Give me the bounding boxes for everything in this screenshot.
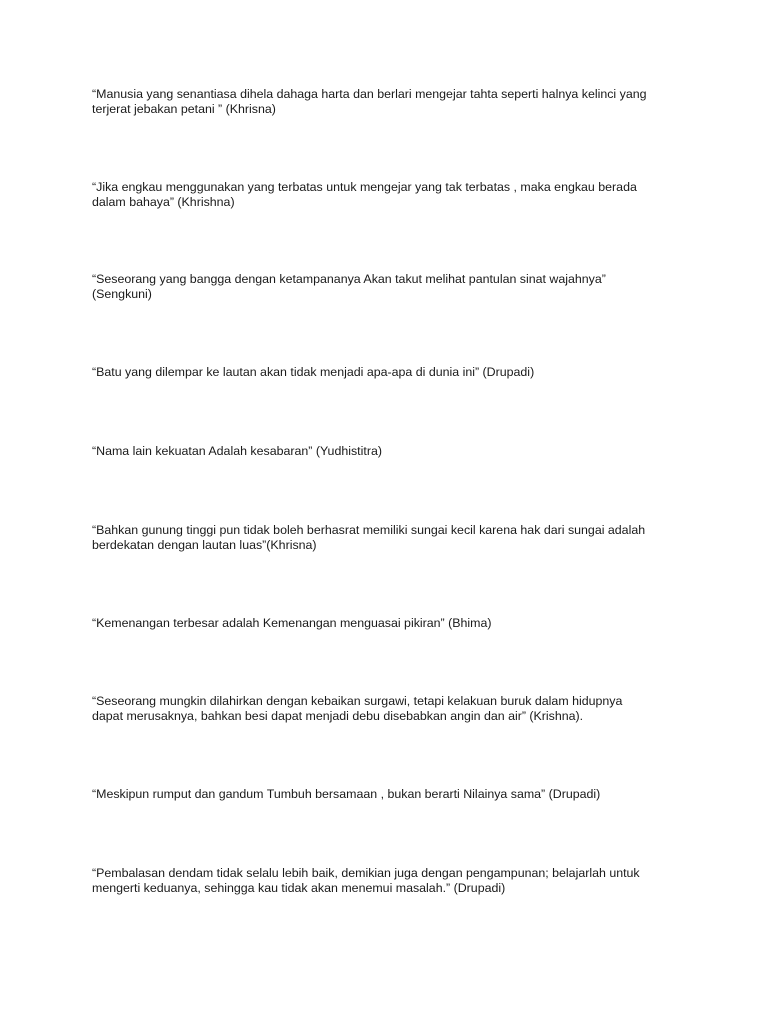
quote-line: berdekatan dengan lautan luas”(Khrisna) bbox=[92, 538, 317, 552]
quote-drupadi-dendam bbox=[92, 866, 682, 896]
quote-line: “Pembalasan dendam tidak selalu lebih baik, demikian juga dengan pengampunan; belajarlah untuk bbox=[92, 866, 640, 880]
quote-khrishna-terbatas bbox=[92, 180, 682, 210]
quote-line: terjerat jebakan petani ” (Khrisna) bbox=[92, 102, 276, 116]
quote-krishna-surgawi bbox=[92, 694, 682, 724]
quote-bhima bbox=[92, 616, 682, 631]
quote-line: “Seseorang mungkin dilahirkan dengan kebaikan surgawi, tetapi kelakuan buruk dalam hidupnya bbox=[92, 694, 623, 708]
quote-line: “Kemenangan terbesar adalah Kemenangan menguasai pikiran” (Bhima) bbox=[92, 616, 492, 630]
quote-line: “Seseorang yang bangga dengan ketampananya Akan takut melihat pantulan sinat wajahnya” bbox=[92, 272, 606, 286]
quote-line: “Bahkan gunung tinggi pun tidak boleh berhasrat memiliki sungai kecil karena hak dari sungai adalah bbox=[92, 523, 646, 537]
quote-drupadi-batu bbox=[92, 365, 682, 380]
quote-sengkuni bbox=[92, 272, 682, 302]
quote-line: “Nama lain kekuatan Adalah kesabaran” (Yudhistitra) bbox=[92, 444, 382, 458]
quote-line: “Jika engkau menggunakan yang terbatas untuk mengejar yang tak terbatas , maka engkau berada bbox=[92, 180, 637, 194]
quote-line: dapat merusaknya, bahkan besi dapat menjadi debu disebabkan angin dan air” (Krishna). bbox=[92, 709, 584, 723]
quote-line: dalam bahaya” (Khrishna) bbox=[92, 195, 235, 209]
quote-drupadi-rumput bbox=[92, 787, 682, 802]
quote-line: “Meskipun rumput dan gandum Tumbuh bersamaan , bukan berarti Nilainya sama” (Drupadi) bbox=[92, 787, 601, 801]
quote-khrisna-harta bbox=[92, 87, 682, 117]
quote-line: (Sengkuni) bbox=[92, 287, 152, 301]
quote-khrisna-gunung bbox=[92, 523, 682, 553]
quote-yudhistitra bbox=[92, 444, 682, 459]
quote-line: mengerti keduanya, sehingga kau tidak akan menemui masalah.” (Drupadi) bbox=[92, 881, 506, 895]
quote-line: “Batu yang dilempar ke lautan akan tidak menjadi apa-apa di dunia ini” (Drupadi) bbox=[92, 365, 535, 379]
quote-line: “Manusia yang senantiasa dihela dahaga harta dan berlari mengejar tahta seperti halnya kelinci yang bbox=[92, 87, 647, 101]
